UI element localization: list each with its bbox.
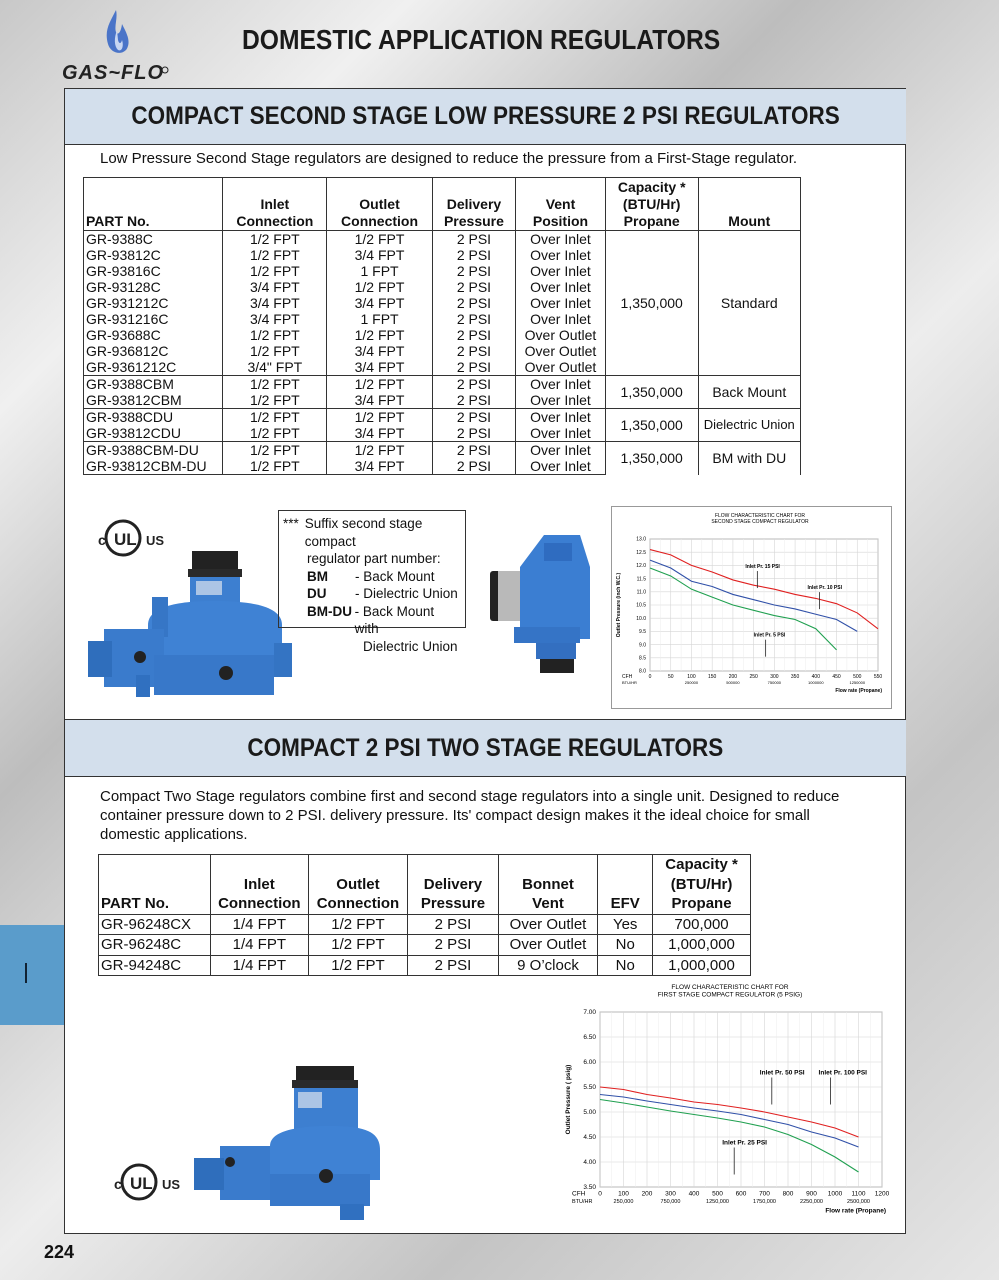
t1-cell: 3/4 FPT — [327, 295, 432, 311]
x2-tick-label: 2250,000 — [800, 1199, 823, 1205]
y-tick-label: 10.5 — [636, 602, 646, 609]
t1-cell: 2 PSI — [432, 425, 515, 442]
t1-row — [84, 409, 801, 426]
note-code-bm: BM — [307, 568, 328, 584]
note-code-bmdu: BM-DU — [307, 603, 352, 619]
y-tick-label: 9.5 — [639, 629, 646, 636]
y-axis-label: Outlet Pressure (inch W.C.) — [616, 572, 622, 638]
chart-title: SECOND STAGE COMPACT REGULATOR — [711, 519, 809, 525]
ul-mark-right: US — [146, 533, 165, 548]
t2-cell: 2 PSI — [408, 914, 499, 935]
note-line-2: regulator part number: — [307, 551, 441, 566]
t1-mount: Standard — [698, 231, 800, 376]
ul-logo-icon — [114, 1162, 184, 1204]
x-tick-label: 450 — [832, 674, 841, 680]
x-tick-label: 1200 — [874, 1190, 890, 1198]
chart-first-stage-svg — [555, 980, 900, 1230]
t2-cell: GR-96248C — [99, 935, 211, 956]
y-tick-label: 8.0 — [639, 668, 646, 675]
y-tick-label: 10.0 — [636, 615, 646, 622]
t1-capacity: 1,350,000 — [605, 409, 698, 442]
y-tick-label: 11.0 — [636, 589, 646, 596]
ul-mark-left: c — [98, 532, 106, 548]
t1-cell: 1/2 FPT — [327, 376, 432, 393]
t1-cell: Over Inlet — [516, 279, 606, 295]
section1-title: COMPACT SECOND STAGE LOW PRESSURE 2 PSI REGULATORS — [131, 102, 840, 130]
t1-cell: 2 PSI — [432, 231, 515, 248]
x-tick-label: 600 — [735, 1190, 747, 1198]
section2-title: COMPACT 2 PSI TWO STAGE REGULATORS — [247, 734, 724, 762]
x-tick-label: 150 — [708, 674, 717, 680]
x-tick-label: 900 — [806, 1190, 817, 1198]
t1-row — [84, 442, 801, 459]
t2-cell: 2 PSI — [408, 935, 499, 956]
t1-cell: GR-9388CBM-DU — [84, 442, 223, 459]
t1-row — [84, 376, 801, 393]
t2-cell: No — [598, 935, 653, 956]
t1-cell: 2 PSI — [432, 458, 515, 475]
t1-cell: 1/2 FPT — [223, 409, 327, 426]
x-tick-label: 700 — [759, 1190, 770, 1198]
t1-capacity: 1,350,000 — [605, 442, 698, 475]
section2-title-band — [65, 719, 906, 777]
series-annotation: Inlet Pr. 25 PSI — [722, 1139, 768, 1147]
y-tick-label: 11.5 — [636, 576, 646, 583]
t2-cell: Yes — [598, 914, 653, 935]
side-tab-label — [25, 963, 27, 983]
t1-cell: GR-93812CDU — [84, 425, 223, 442]
t1-cell: 1/2 FPT — [223, 458, 327, 475]
y-tick-label: 13.0 — [636, 536, 646, 543]
t2-header-1: Inlet Connection — [210, 855, 308, 915]
x2-tick-label: 1250000 — [849, 680, 866, 685]
t1-capacity: 1,350,000 — [605, 376, 698, 409]
x-tick-label: 0 — [598, 1190, 602, 1198]
t1-cell: GR-931216C — [84, 311, 223, 327]
t1-cell: GR-93812CBM-DU — [84, 458, 223, 475]
x-tick-label: 100 — [618, 1190, 629, 1198]
chart-title: FLOW CHARACTERISTIC CHART FOR — [714, 513, 806, 519]
note-text-bmdu: - Back Mount with — [354, 603, 435, 636]
t1-cell: 3/4 FPT — [223, 311, 327, 327]
x-axis-label: Flow rate (Propane) — [825, 1207, 886, 1215]
t1-cell: GR-93816C — [84, 263, 223, 279]
chart-title: FLOW CHARACTERISTIC CHART FOR — [671, 984, 789, 991]
t1-cell: Over Inlet — [516, 311, 606, 327]
x-tick-label: 300 — [770, 674, 779, 680]
t2-cell: 1,000,000 — [653, 955, 751, 976]
t1-header-2: Outlet Connection — [327, 178, 432, 231]
x-tick-label: 1100 — [851, 1190, 866, 1198]
t1-cell: 3/4 FPT — [223, 295, 327, 311]
t1-cell: 3/4 FPT — [327, 425, 432, 442]
t1-cell: 2 PSI — [432, 263, 515, 279]
x2-tick-label: 1000000 — [808, 680, 824, 685]
t1-cell: 2 PSI — [432, 311, 515, 327]
section2-table — [98, 854, 751, 976]
t1-cell: GR-9361212C — [84, 359, 223, 376]
x-tick-label: 200 — [728, 674, 738, 680]
t1-cell: 1/2 FPT — [223, 392, 327, 409]
t2-header-3: Delivery Pressure — [408, 855, 499, 915]
t1-cell: 3/4 FPT — [327, 458, 432, 475]
t1-cell: 1/2 FPT — [327, 409, 432, 426]
t2-cell: 1/4 FPT — [210, 955, 308, 976]
t1-header-6: Mount — [698, 178, 800, 231]
x2-unit-label: BTU/HR — [572, 1199, 593, 1205]
t2-cell: 700,000 — [653, 914, 751, 935]
t2-cell: 1/4 FPT — [210, 935, 308, 956]
t1-row — [84, 231, 801, 248]
x-tick-label: 1000 — [827, 1190, 843, 1198]
y-axis-label: Outlet Pressure ( psig) — [565, 1064, 572, 1135]
x-tick-label: 550 — [873, 674, 883, 680]
t1-cell: 1/2 FPT — [327, 279, 432, 295]
y-tick-label: 9.0 — [639, 642, 646, 649]
t2-cell: 1,000,000 — [653, 935, 751, 956]
chart-first-stage — [555, 980, 900, 1230]
second-stage-regulator-image — [84, 545, 296, 707]
x-unit-label: CFH — [572, 1190, 586, 1198]
t1-cell: GR-9388C — [84, 231, 223, 248]
t1-cell: 3/4 FPT — [327, 392, 432, 409]
t1-cell: 1 FPT — [327, 311, 432, 327]
t1-cell: 2 PSI — [432, 327, 515, 343]
section1-table — [83, 177, 801, 475]
t1-cell: 2 PSI — [432, 376, 515, 393]
t1-header-5: Capacity * (BTU/Hr) Propane — [605, 178, 698, 231]
x-tick-label: 400 — [811, 674, 820, 680]
section1-description: Low Pressure Second Stage regulators are designed to reduce the pressure from a First-Stage regulator. — [100, 150, 798, 167]
t2-cell: 1/4 FPT — [210, 914, 308, 935]
t1-cell: 1/2 FPT — [223, 263, 327, 279]
t1-cell: Over Inlet — [516, 247, 606, 263]
t1-cell: 2 PSI — [432, 442, 515, 459]
note-line-1: Suffix second stage compact — [304, 516, 423, 549]
t1-cell: Over Inlet — [516, 409, 606, 426]
y-tick-label: 5.00 — [583, 1109, 596, 1117]
t1-cell: 1/2 FPT — [327, 327, 432, 343]
chart-second-stage — [611, 506, 892, 709]
series-annotation: Inlet Pr. 50 PSI — [759, 1069, 805, 1077]
t1-cell: Over Inlet — [516, 458, 606, 475]
t1-cell: Over Inlet — [516, 231, 606, 248]
t1-cell: 2 PSI — [432, 409, 515, 426]
series-annotation: Inlet Pr. 10 PSI — [807, 585, 842, 592]
x2-unit-label: BTU/HR — [622, 680, 637, 685]
note-text-bm: - Back Mount — [355, 568, 435, 584]
t1-cell: 3/4 FPT — [327, 359, 432, 376]
x-tick-label: 250 — [749, 674, 758, 680]
t1-cell: GR-93128C — [84, 279, 223, 295]
y-tick-label: 6.00 — [583, 1059, 596, 1067]
t1-cell: 2 PSI — [432, 359, 515, 376]
chart-title: FIRST STAGE COMPACT REGULATOR (5 PSIG) — [657, 991, 803, 999]
t1-cell: GR-9388CDU — [84, 409, 223, 426]
t2-cell: Over Outlet — [498, 935, 598, 956]
x2-tick-label: 250000 — [684, 680, 699, 685]
t1-cell: Over Inlet — [516, 392, 606, 409]
t2-cell: 1/2 FPT — [308, 935, 407, 956]
t1-header-3: Delivery Pressure — [432, 178, 515, 231]
t1-cell: Over Outlet — [516, 327, 606, 343]
back-mount-regulator-image — [484, 527, 596, 679]
section2-description: Compact Two Stage regulators combine first and second stage regulators into a single unit. Designed to reduce container pressure down to 2 PSI. delivery pressure. Its' compact design makes it the ideal choice for small domestic applications. — [100, 788, 840, 843]
t1-cell: 1/2 FPT — [223, 247, 327, 263]
t1-cell: 1/2 FPT — [327, 442, 432, 459]
x2-tick-label: 1250,000 — [706, 1199, 729, 1205]
t2-header-6: Capacity * (BTU/Hr) Propane — [653, 855, 751, 915]
y-tick-label: 12.0 — [636, 563, 646, 570]
page-title: DOMESTIC APPLICATION REGULATORS — [242, 24, 721, 55]
series-annotation: Inlet Pr. 100 PSI — [818, 1069, 867, 1077]
x2-tick-label: 250,000 — [613, 1199, 634, 1205]
t1-cell: Over Outlet — [516, 343, 606, 359]
x-tick-label: 300 — [665, 1190, 676, 1198]
t1-cell: 2 PSI — [432, 343, 515, 359]
t1-cell: 2 PSI — [432, 295, 515, 311]
t1-cell: 3/4 FPT — [327, 343, 432, 359]
x-tick-label: 500 — [853, 674, 862, 680]
t1-capacity: 1,350,000 — [605, 231, 698, 376]
t2-header-2: Outlet Connection — [308, 855, 407, 915]
y-tick-label: 5.50 — [583, 1084, 596, 1092]
note-code-du: DU — [307, 586, 327, 601]
t2-cell: 1/2 FPT — [308, 955, 407, 976]
x-tick-label: 200 — [641, 1190, 653, 1198]
y-tick-label: 4.00 — [583, 1159, 596, 1167]
t1-cell: GR-93812CBM — [84, 392, 223, 409]
section1-title-band — [65, 88, 906, 145]
t2-cell: No — [598, 955, 653, 976]
t1-cell: 1/2 FPT — [327, 231, 432, 248]
brand-logo-text: GAS~FLO — [62, 62, 165, 84]
y-tick-label: 8.5 — [639, 655, 646, 662]
y-tick-label: 3.50 — [583, 1184, 596, 1192]
x-tick-label: 350 — [790, 674, 800, 680]
x-tick-label: 100 — [687, 674, 696, 680]
t2-header-0: PART No. — [99, 855, 211, 915]
note-stars: *** — [283, 516, 299, 531]
t2-header-4: Bonnet Vent — [498, 855, 598, 915]
t1-cell: Over Inlet — [516, 295, 606, 311]
note-tail: Dielectric Union — [363, 638, 458, 654]
t1-cell: Over Inlet — [516, 376, 606, 393]
t1-cell: 2 PSI — [432, 279, 515, 295]
t2-cell: 1/2 FPT — [308, 914, 407, 935]
t2-row — [99, 914, 751, 935]
x2-tick-label: 500000 — [726, 680, 740, 685]
t2-cell: 9 O’clock — [498, 955, 598, 976]
ul-mark-right: US — [162, 1177, 181, 1192]
series-annotation: Inlet Pr. 5 PSI — [753, 632, 786, 639]
x-tick-label: 800 — [782, 1190, 794, 1198]
x-tick-label: 0 — [648, 674, 652, 680]
t1-cell: Over Inlet — [516, 263, 606, 279]
t2-cell: GR-94248C — [99, 955, 211, 976]
x-tick-label: 500 — [712, 1190, 723, 1198]
t1-mount: Dielectric Union — [698, 409, 800, 442]
t1-cell: GR-9388CBM — [84, 376, 223, 393]
t1-cell: Over Inlet — [516, 442, 606, 459]
t1-cell: 2 PSI — [432, 392, 515, 409]
t1-cell: 1/2 FPT — [223, 442, 327, 459]
t1-header-0: PART No. — [84, 178, 223, 231]
t1-cell: 2 PSI — [432, 247, 515, 263]
t2-cell: GR-96248CX — [99, 914, 211, 935]
t1-cell: GR-936812C — [84, 343, 223, 359]
y-tick-label: 6.50 — [583, 1034, 596, 1042]
x2-tick-label: 750000 — [767, 680, 782, 685]
ul-mark-center: UL — [130, 1174, 153, 1193]
y-tick-label: 4.50 — [583, 1134, 596, 1142]
t1-cell: Over Inlet — [516, 425, 606, 442]
t1-cell: 1 FPT — [327, 263, 432, 279]
t1-cell: 3/4" FPT — [223, 359, 327, 376]
t2-row — [99, 935, 751, 956]
y-tick-label: 12.5 — [636, 549, 646, 556]
series-annotation: Inlet Pr. 15 PSI — [745, 564, 780, 571]
t1-cell: 1/2 FPT — [223, 343, 327, 359]
ul-listed-mark-2 — [114, 1162, 184, 1209]
suffix-note-box — [278, 510, 466, 654]
t2-row — [99, 955, 751, 976]
x-axis-label: Flow rate (Propane) — [835, 688, 882, 694]
t1-cell: GR-93812C — [84, 247, 223, 263]
note-text-du: - Dielectric Union — [355, 586, 458, 601]
t1-mount: BM with DU — [698, 442, 800, 475]
t2-header-5: EFV — [598, 855, 653, 915]
t1-cell: 1/2 FPT — [223, 231, 327, 248]
t2-cell: Over Outlet — [498, 914, 598, 935]
x2-tick-label: 1750,000 — [753, 1199, 776, 1205]
x2-tick-label: 750,000 — [660, 1199, 681, 1205]
t1-header-4: Vent Position — [516, 178, 606, 231]
ul-mark-center: UL — [114, 530, 137, 549]
ul-mark-left: c — [114, 1176, 122, 1192]
t1-cell: 1/2 FPT — [223, 327, 327, 343]
section-side-tab — [0, 925, 64, 1025]
t1-header-1: Inlet Connection — [223, 178, 327, 231]
t1-cell: 1/2 FPT — [223, 425, 327, 442]
t1-cell: 3/4 FPT — [223, 279, 327, 295]
t1-mount: Back Mount — [698, 376, 800, 409]
t1-cell: 3/4 FPT — [327, 247, 432, 263]
t2-cell: 2 PSI — [408, 955, 499, 976]
chart-second-stage-svg — [612, 507, 891, 708]
x-tick-label: 400 — [688, 1190, 700, 1198]
x-tick-label: 50 — [667, 674, 674, 680]
t1-cell: Over Outlet — [516, 359, 606, 376]
x2-tick-label: 2500,000 — [847, 1199, 870, 1205]
t1-cell: 1/2 FPT — [223, 376, 327, 393]
two-stage-regulator-image — [190, 1064, 382, 1224]
t1-cell: GR-93688C — [84, 327, 223, 343]
page-number: 224 — [44, 1242, 75, 1262]
x-unit-label: CFH — [622, 674, 633, 680]
t1-cell: GR-931212C — [84, 295, 223, 311]
y-tick-label: 7.00 — [583, 1009, 596, 1017]
